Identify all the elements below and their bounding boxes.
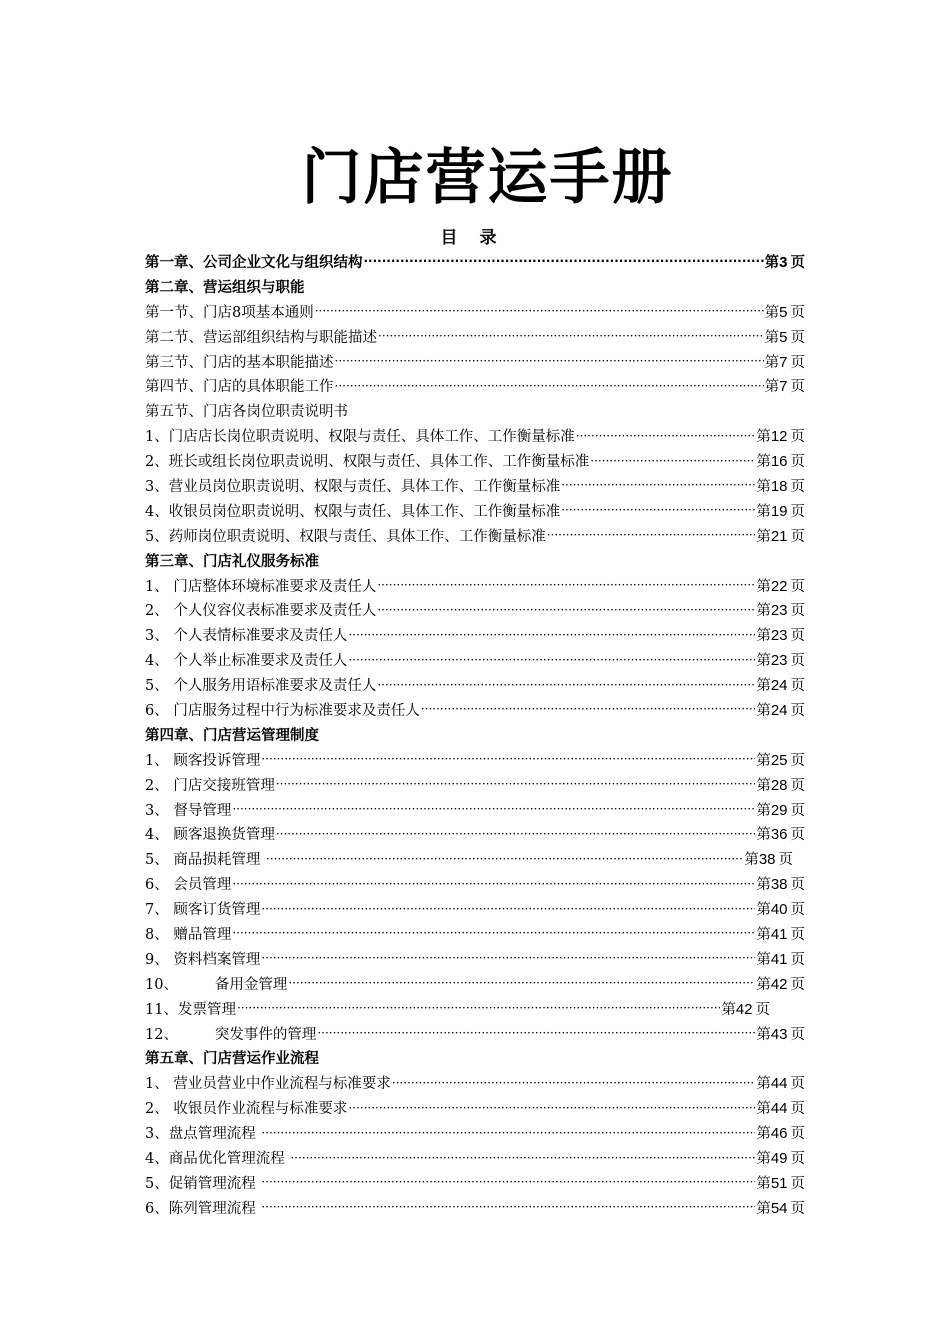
toc-entry	[145, 946, 805, 971]
toc-dot-leader	[237, 1001, 720, 1015]
toc-entry	[145, 971, 805, 996]
page-prefix: 第	[756, 429, 771, 446]
toc-page-ref	[765, 326, 805, 347]
toc-entry	[145, 573, 805, 598]
toc-dot-leader	[348, 1101, 755, 1115]
toc-dot-leader	[232, 802, 755, 816]
toc-entry	[145, 622, 805, 647]
toc-entry-label: 第四节、门店的具体职能工作	[145, 379, 334, 396]
page-prefix: 第	[764, 329, 780, 346]
toc-entry-label: 第二节、营运部组织结构与职能描述	[145, 329, 377, 346]
page-number: 22	[770, 577, 788, 595]
page-suffix: 页	[790, 628, 805, 645]
toc-entry-label: 2、 个人仪容仪表标准要求及责任人	[145, 603, 377, 620]
page-prefix: 第	[756, 478, 771, 495]
page-number: 46	[770, 1125, 788, 1143]
page-suffix: 页	[790, 503, 805, 520]
page-number: 38	[770, 876, 788, 894]
page-prefix: 第	[756, 678, 771, 695]
page-number: 40	[770, 901, 788, 919]
page-number: 38	[758, 851, 776, 869]
page-prefix: 第	[756, 802, 771, 819]
toc-dot-leader	[547, 528, 756, 542]
toc-entry	[145, 423, 805, 448]
toc-entry	[145, 1195, 805, 1220]
page-prefix: 第	[756, 902, 771, 919]
toc-entry	[145, 672, 805, 697]
page-number: 21	[770, 527, 788, 545]
toc-page-ref	[756, 674, 805, 695]
toc-entry-label: 第三章、门店礼仪服务标准	[145, 553, 319, 570]
toc-page-ref	[721, 998, 770, 1019]
toc-page-ref	[756, 1097, 805, 1118]
page-number: 41	[770, 950, 788, 968]
toc-entry-label: 8、 赠品管理	[145, 926, 232, 943]
toc-entry-label: 5、促销管理流程	[145, 1175, 261, 1192]
toc-entry-label: 第四章、门店营运管理制度	[145, 727, 319, 744]
page-number: 41	[770, 925, 788, 943]
page-suffix: 页	[790, 1175, 805, 1192]
page-number: 18	[770, 477, 788, 495]
toc-page-ref	[756, 1147, 805, 1168]
toc-dot-leader	[392, 1076, 755, 1090]
toc-page-ref	[756, 823, 805, 844]
toc-dot-leader	[364, 254, 764, 268]
page-suffix: 页	[790, 1200, 805, 1217]
toc-page-ref	[756, 799, 805, 820]
toc-page-ref	[765, 375, 805, 396]
toc-entry	[145, 1095, 805, 1120]
toc-entry	[145, 871, 805, 896]
toc-page-ref	[756, 749, 805, 770]
toc-entry	[145, 896, 805, 921]
toc-chapter-entry	[145, 1046, 805, 1071]
toc-page-ref	[756, 1023, 805, 1044]
toc-entry-label: 1、 顾客投诉管理	[145, 752, 261, 769]
toc-dot-leader	[317, 1026, 755, 1040]
toc-entry-label: 1、门店店长岗位职责说明、权限与责任、具体工作、工作衡量标准	[145, 429, 575, 446]
page-suffix: 页	[790, 1151, 805, 1167]
toc-entry	[145, 1145, 805, 1170]
page-number: 19	[770, 502, 788, 520]
page-prefix: 第	[756, 1026, 771, 1043]
toc-entry-label: 第二章、营运组织与职能	[145, 279, 305, 296]
toc-dot-leader	[590, 454, 755, 468]
page-suffix: 页	[790, 379, 805, 396]
page-prefix: 第	[756, 752, 771, 769]
toc-entry	[145, 373, 805, 398]
toc-dot-leader	[315, 304, 764, 318]
page-suffix: 页	[790, 304, 805, 321]
page-suffix: 页	[790, 777, 805, 794]
toc-page-ref	[765, 251, 805, 272]
page-number: 24	[770, 701, 788, 719]
page-suffix: 页	[790, 603, 805, 620]
toc-dot-leader	[348, 628, 755, 642]
page-number: 12	[770, 428, 788, 446]
page-suffix: 页	[790, 802, 805, 819]
toc-entry	[145, 697, 805, 722]
page-number: 23	[770, 627, 788, 645]
toc-entry-label: 9、 资料档案管理	[145, 951, 261, 968]
toc-entry	[145, 647, 805, 672]
table-of-contents	[145, 249, 805, 1220]
toc-entry-label: 6、 门店服务过程中行为标准要求及责任人	[145, 702, 420, 719]
toc-page-ref	[756, 699, 805, 720]
page-suffix: 页	[790, 578, 805, 595]
toc-entry-label: 4、 顾客退换货管理	[145, 827, 275, 844]
toc-dot-leader	[232, 926, 755, 940]
page-number: 42	[735, 1000, 753, 1018]
page-prefix: 第	[764, 354, 780, 371]
toc-entry-label: 第三节、门店的基本职能描述	[145, 354, 334, 371]
page-number: 42	[770, 975, 788, 993]
toc-entry	[145, 797, 805, 822]
page-suffix: 页	[790, 702, 805, 719]
toc-dot-leader	[421, 702, 755, 716]
toc-page-ref	[756, 475, 805, 496]
page-prefix: 第	[756, 1151, 771, 1167]
toc-chapter-entry	[145, 722, 805, 747]
page-suffix: 页	[790, 926, 805, 943]
page-number: 43	[770, 1025, 788, 1043]
page-prefix: 第	[756, 1101, 771, 1118]
toc-page-ref	[756, 575, 805, 596]
page-suffix: 页	[790, 254, 805, 271]
page-suffix: 页	[790, 1026, 805, 1043]
page-prefix: 第	[756, 777, 771, 794]
toc-dot-leader	[261, 1200, 755, 1214]
toc-entry	[145, 398, 805, 423]
toc-dot-leader	[276, 827, 755, 841]
toc-entry-label: 第五节、门店各岗位职责说明书	[145, 404, 348, 421]
toc-entry-label: 2、 门店交接班管理	[145, 777, 275, 794]
toc-entry	[145, 498, 805, 523]
toc-chapter-entry	[145, 274, 805, 299]
toc-page-ref	[756, 500, 805, 521]
toc-entry	[145, 448, 805, 473]
toc-entry	[145, 1170, 805, 1195]
page-prefix: 第	[756, 702, 771, 719]
page-prefix: 第	[756, 1076, 771, 1093]
toc-entry-label: 5、药师岗位职责说明、权限与责任、具体工作、工作衡量标准	[145, 528, 546, 545]
page-suffix: 页	[790, 902, 805, 919]
page-number: 7	[779, 353, 788, 371]
page-prefix: 第	[764, 379, 780, 396]
toc-chapter-entry	[145, 249, 805, 274]
page-suffix: 页	[790, 976, 805, 993]
page-prefix: 第	[756, 827, 771, 844]
toc-dot-leader	[377, 603, 755, 617]
page-number: 51	[770, 1174, 788, 1192]
toc-entry-label: 6、 会员管理	[145, 877, 232, 894]
toc-dot-leader	[276, 777, 755, 791]
toc-page-ref	[756, 1172, 805, 1193]
page-suffix: 页	[790, 354, 805, 371]
toc-entry-label: 5、 商品损耗管理	[145, 852, 265, 869]
page-prefix: 第	[756, 653, 771, 670]
page-suffix: 页	[778, 852, 793, 869]
toc-entry	[145, 747, 805, 772]
toc-entry	[145, 1120, 805, 1145]
toc-page-ref	[756, 1197, 805, 1218]
toc-entry-label: 7、 顾客订货管理	[145, 902, 261, 919]
toc-entry	[145, 299, 805, 324]
toc-dot-leader	[561, 503, 755, 517]
page-number: 28	[770, 776, 788, 794]
toc-dot-leader	[266, 852, 743, 866]
page-suffix: 页	[790, 951, 805, 968]
page-prefix: 第	[756, 503, 771, 520]
toc-page-ref	[765, 351, 805, 372]
toc-entry-label: 2、班长或组长岗位职责说明、权限与责任、具体工作、工作衡量标准	[145, 454, 590, 471]
toc-dot-leader	[576, 429, 756, 443]
toc-entry	[145, 772, 805, 797]
page-number: 23	[770, 602, 788, 620]
toc-dot-leader	[261, 752, 755, 766]
page-number: 36	[770, 826, 788, 844]
page-number: 44	[770, 1075, 788, 1093]
toc-page-ref	[756, 649, 805, 670]
page-suffix: 页	[790, 1126, 805, 1143]
page-number: 54	[770, 1199, 788, 1217]
toc-entry-label: 10、 备用金管理	[145, 976, 288, 993]
page-suffix: 页	[755, 1001, 770, 1018]
toc-entry	[145, 996, 770, 1021]
toc-entry-label: 4、收银员岗位职责说明、权限与责任、具体工作、工作衡量标准	[145, 503, 561, 520]
toc-page-ref	[756, 948, 805, 969]
page-suffix: 页	[790, 827, 805, 844]
page-prefix: 第	[721, 1001, 736, 1018]
toc-dot-leader	[377, 678, 755, 692]
page-number: 44	[770, 1100, 788, 1118]
toc-page-ref	[756, 599, 805, 620]
page-suffix: 页	[790, 752, 805, 769]
toc-entry	[145, 597, 805, 622]
page-number: 25	[770, 751, 788, 769]
page-prefix: 第	[756, 578, 771, 595]
page-number: 29	[770, 801, 788, 819]
toc-entry-label: 5、 个人服务用语标准要求及责任人	[145, 678, 377, 695]
toc-entry-label: 11、发票管理	[145, 1001, 236, 1018]
toc-dot-leader	[261, 1126, 755, 1140]
toc-chapter-entry	[145, 548, 805, 573]
toc-entry	[145, 349, 805, 374]
page-prefix: 第	[764, 254, 780, 271]
toc-entry-label: 2、 收银员作业流程与标准要求	[145, 1101, 348, 1118]
page-prefix: 第	[756, 603, 771, 620]
toc-dot-leader	[335, 354, 764, 368]
toc-page-ref	[765, 301, 805, 322]
page-suffix: 页	[790, 1101, 805, 1118]
page-suffix: 页	[790, 478, 805, 495]
page-number: 3	[779, 253, 788, 271]
page-suffix: 页	[790, 877, 805, 894]
page-prefix: 第	[756, 454, 771, 471]
toc-entry-label: 12、 突发事件的管理	[145, 1026, 317, 1043]
toc-page-ref	[756, 1122, 805, 1143]
toc-entry	[145, 1070, 805, 1095]
toc-dot-leader	[377, 578, 755, 592]
toc-entry-label: 第一节、门店8项基本通则	[145, 304, 314, 321]
document-title: 门店营运手册	[301, 143, 674, 213]
toc-entry-label: 1、 营业员营业中作业流程与标准要求	[145, 1076, 391, 1093]
toc-entry-label: 6、陈列管理流程	[145, 1200, 261, 1217]
page-number: 16	[770, 453, 788, 471]
page-number: 49	[770, 1150, 788, 1167]
page-prefix: 第	[756, 976, 771, 993]
page-prefix: 第	[756, 1200, 771, 1217]
toc-entry	[145, 523, 805, 548]
toc-entry-label: 3、盘点管理流程	[145, 1126, 261, 1143]
toc-dot-leader	[335, 379, 764, 393]
page-suffix: 页	[790, 528, 805, 545]
toc-page-ref	[756, 1072, 805, 1093]
toc-entry	[145, 921, 805, 946]
toc-page-ref	[744, 848, 793, 869]
page-suffix: 页	[790, 653, 805, 670]
toc-entry	[145, 821, 805, 846]
toc-page-ref	[756, 973, 805, 994]
page-number: 23	[770, 652, 788, 670]
toc-dot-leader	[290, 1151, 755, 1165]
toc-page-ref	[756, 898, 805, 919]
toc-page-ref	[756, 425, 805, 446]
page-number: 7	[779, 378, 788, 396]
toc-entry	[145, 324, 805, 349]
toc-entry-label: 3、营业员岗位职责说明、权限与责任、具体工作、工作衡量标准	[145, 478, 561, 495]
toc-entry-label: 第一章、公司企业文化与组织结构	[145, 254, 363, 271]
page-prefix: 第	[756, 926, 771, 943]
page-prefix: 第	[756, 1175, 771, 1192]
toc-page-ref	[756, 450, 805, 471]
page-number: 5	[779, 303, 788, 321]
toc-page-ref	[756, 525, 805, 546]
toc-dot-leader	[232, 877, 755, 891]
toc-dot-leader	[261, 951, 755, 965]
page-prefix: 第	[764, 304, 780, 321]
toc-dot-leader	[378, 329, 764, 343]
toc-dot-leader	[261, 1175, 755, 1189]
page-number: 5	[779, 328, 788, 346]
page-suffix: 页	[790, 429, 805, 446]
toc-entry	[145, 473, 805, 498]
page-prefix: 第	[756, 951, 771, 968]
page-prefix: 第	[756, 877, 771, 894]
toc-entry	[145, 846, 793, 871]
page-prefix: 第	[756, 628, 771, 645]
toc-dot-leader	[261, 902, 755, 916]
toc-dot-leader	[288, 976, 755, 990]
toc-entry-label: 第五章、门店营运作业流程	[145, 1051, 319, 1068]
toc-entry-label: 3、 个人表情标准要求及责任人	[145, 628, 348, 645]
toc-page-ref	[756, 774, 805, 795]
page-prefix: 第	[756, 1126, 771, 1143]
toc-dot-leader	[348, 653, 755, 667]
toc-entry-label: 4、 个人举止标准要求及责任人	[145, 653, 348, 670]
page-suffix: 页	[790, 454, 805, 471]
toc-entry	[145, 1021, 805, 1046]
toc-dot-leader	[561, 478, 755, 492]
toc-entry-label: 4、商品优化管理流程	[145, 1151, 290, 1167]
page-number: 24	[770, 677, 788, 695]
toc-entry-label: 3、 督导管理	[145, 802, 232, 819]
toc-page-ref	[756, 873, 805, 894]
toc-heading: 目 录	[440, 228, 505, 248]
toc-entry-label: 1、 门店整体环境标准要求及责任人	[145, 578, 377, 595]
page-prefix: 第	[744, 852, 759, 869]
page-suffix: 页	[790, 329, 805, 346]
page-prefix: 第	[756, 528, 771, 545]
page-suffix: 页	[790, 678, 805, 695]
toc-page-ref	[756, 624, 805, 645]
page-suffix: 页	[790, 1076, 805, 1093]
toc-page-ref	[756, 923, 805, 944]
